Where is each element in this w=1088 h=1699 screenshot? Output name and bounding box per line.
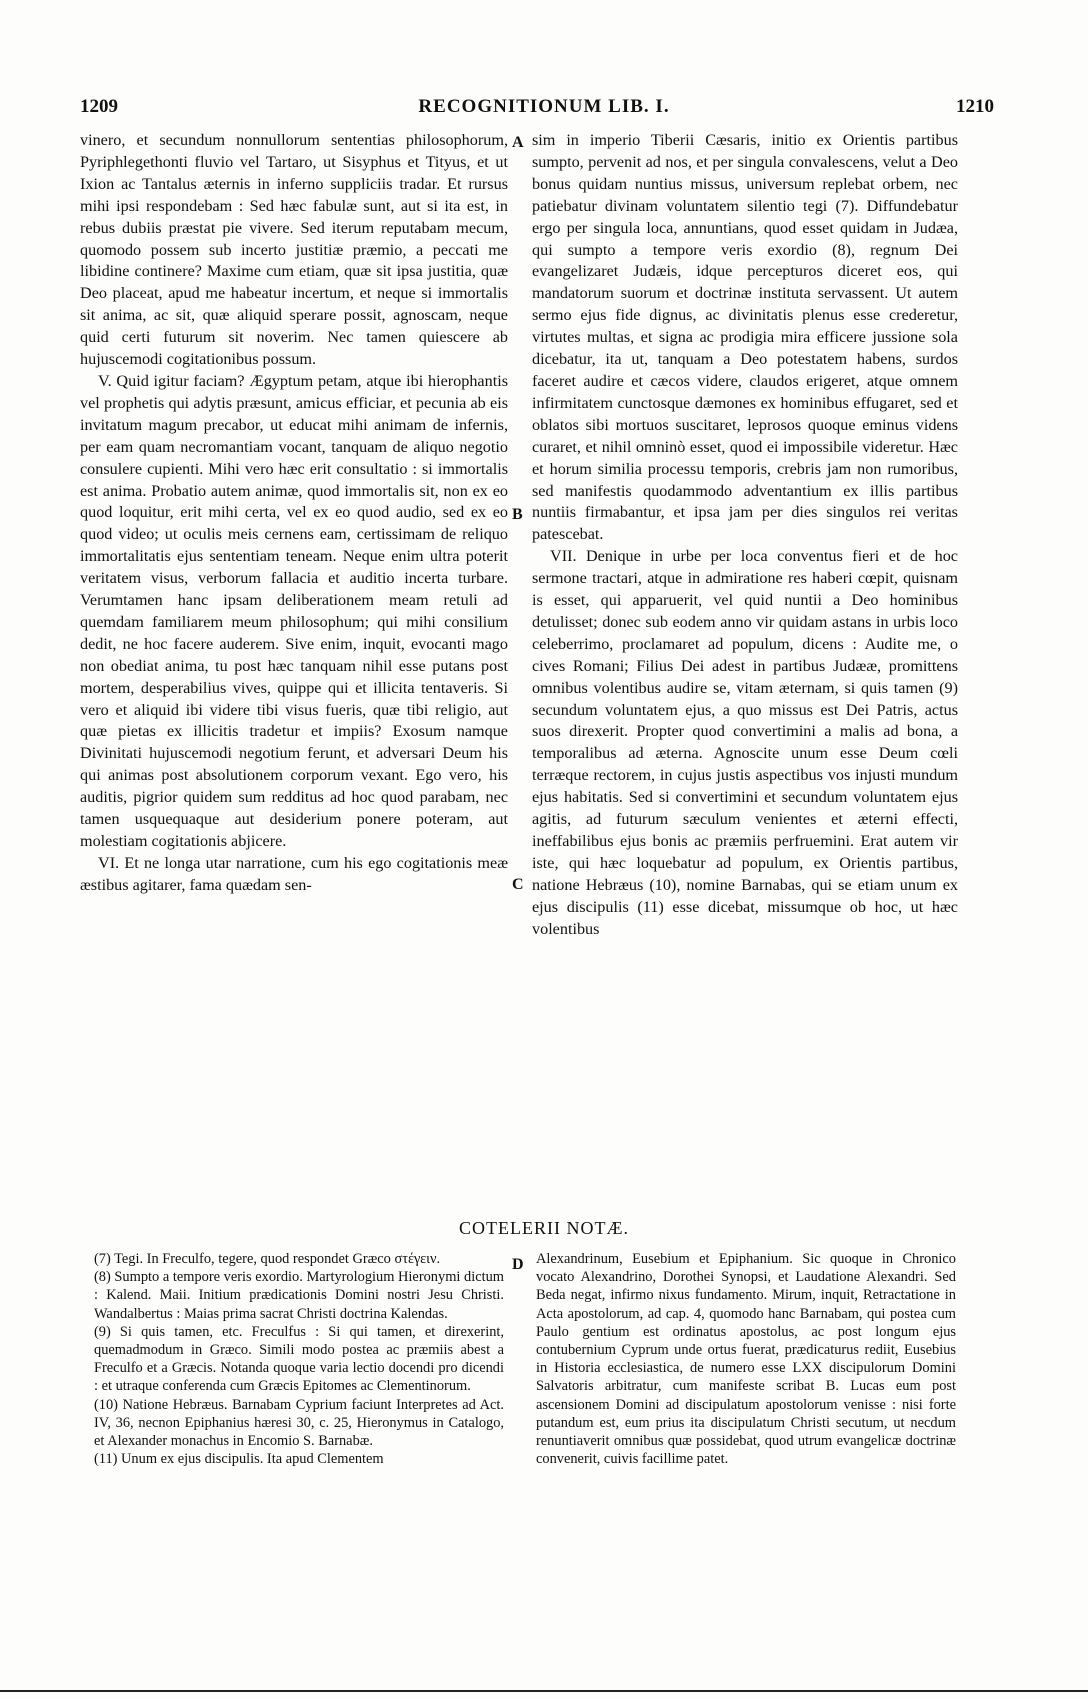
paragraph: V. Quid igitur faciam? Ægyptum petam, atque ibi hierophantis vel prophetis qui adytis præsunt, amicus efficiar, et pecunia ab eis invitatum magum precabor, ut educat mihi animam de infernis, per eam quam necromantiam vocant, tanquam de aliquo negotio consulere cupienti. Mihi vero hæc erit consultatio : si immortalis est anima. Probatio autem animæ, quod immortalis sit, non ex eo quod loquitur, erit mihi certa, vel ex eo quod audio, sed ex eo quod video; ut oculis meis cernens eam, certissimam de reliquo immortalitatis ejus sententiam teneam. Neque enim ultra poterit veritatem visus, verborum fallacia et auditio incerta turbare. Verumtamen hanc ipsam deliberationem meam retuli ad quemdam familiarem meum philosophum; qui mihi consilium dedit, ne hoc facere auderem. Sive enim, inquit, evocanti mago non obediat anima, tu post hæc tanquam nihil esse putans post mortem, desperabilius vives, quippe qui et illicita tentaveris. Si vero et aliquid ibi videre tibi visus fueris, quæ tibi religio, aut quæ pietas ex illicitis tradetur et impiis? Exosum namque Divinitati hujuscemodi negotium ferunt, et adversari Deum his qui animas post absolutionem corporum vexant. Ego vero, his auditis, pigrior quidem sum redditus ad hoc quod parabam, nec tamen usquequaque aut desiderium ponere poteram, aut molestiam cogitationis abjicere. [80, 371, 508, 850]
footnote: (8) Sumpto a tempore veris exordio. Martyrologium Hieronymi dictum : Kalend. Maii. Initium prædicationis Domini nostri Jesu Christi. Wandalbertus : Maias prima sacrat Christi doctrina Kalendas. [94, 1269, 504, 1322]
bottom-rule [0, 1690, 1088, 1692]
notes-right-column [536, 1250, 956, 1468]
paragraph: sim in imperio Tiberii Cæsaris, initio ex Orientis partibus sumpto, pervenit ad nos, et per singula convalescens, velut a Deo bonus quidam nuntius missus, universum replebat orbem, nec patiebatur divinam voluntatem silentio tegi (7). Diffundebatur ergo per singula loca, annuntians, quod esset quidam in Judæa, qui sumpto a tempore veris exordio (8), regnum Dei evangelizaret Judæis, idque percepturos diceret eos, qui mandatorum suorum et doctrinæ instituta servassent. Ut autem sermo ejus fide dignus, ac divinitatis plenus esse crederetur, virtutes multas, et signa ac prodigia mira efficere jussione sola dicebatur, ita ut, tanquam a Deo potestatem habens, surdos faceret audire et cæcos videre, claudos erigeret, atque omnem infirmitatem cunctosque dæmones ex hominibus effugaret, sed et oblatos sibi mortuos suscitaret, leprosos quoque eminus videns curaret, et nihil omninò esset, quod ei impossibile videretur. Hæc et horum similia processu temporis, crebris jam non rumoribus, sed manifestis quodammodo adventantium ex illis partibus nuntiis firmabantur, et ipsa jam per dies singulos rei veritas patescebat. [532, 131, 958, 544]
paragraph: VII. Denique in urbe per loca conventus fieri et de hoc sermone tractari, atque in admiratione res haberi cœpit, quisnam is esset, qui apparuerit, vel quid nuntii a Deo hominibus detulisset; donec sub eodem anno vir quidam astans in urbis loco celeberrimo, proclamaret ad populum, dicens : Audite me, o cives Romani; Filius Dei adest in partibus Judææ, promittens omnibus volentibus audire se, vitam æternam, si quis tamen (9) secundum voluntatem ejus, a quo missus est Dei Patris, actus suos direxerit. Propter quod convertimini a malis ad bona, a temporalibus ad æterna. Agnoscite unum esse Deum cœli terræque rectorem, in cujus justis aspectibus vos injusti mundum ejus habitatis. Sed si convertimini et secundum voluntatem ejus agitis, ad futurum sæculum venientes et æterni effecti, ineffabilibus ejus bonis ac præmiis perfruemini. Erat autem vir iste, qui hæc loquebatur ad populum, ex Orientis partibus, natione Hebræus (10), nomine Barnabas, qui se etiam unum ex ejus discipulis (11) esse dicebat, missumque ob hoc, ut hæc volentibus [532, 547, 958, 938]
notes-left-column [94, 1250, 504, 1468]
left-text-column [80, 130, 508, 897]
section-marker-c: C [512, 876, 524, 893]
notes-heading: COTELERII NOTÆ. [459, 1218, 629, 1238]
footnote: Alexandrinum, Eusebium et Epiphanium. Sic quoque in Chronico vocato Alexandrino, Dorothei Synopsi, et Laudatione Alexandri. Sed Beda negat, infirmo nixus fundamento. Mirum, inquit, Retractatione in Acta apostolorum, ad cap. 4, quomodo hanc Barnabam, qui postea cum Paulo gentium est ordinatus apostolus, ac post longum ejus contubernium Cyprum unde ortus fuerat, prædicaturus rediit, Eusebius in Historia ecclesiastica, de numero esse LXX discipulorum Domini Salvatoris arbitratur, cum manifeste scribat B. Lucas eum post ascensionem Domini ad discipulatum apostolorum venisse : nisi forte putandum est, eum prius ita discipulatum Christi secutum, ut necdum renuntiaverit omnibus quæ possidebat, quod utrum evangelicæ doctrinæ convenerit, cuivis facillime patet. [536, 1251, 956, 1468]
footnote: (7) Tegi. In Freculfo, tegere, quod respondet Græco στέγειν. [94, 1251, 441, 1267]
section-marker-b: B [512, 506, 523, 523]
paragraph: VI. Et ne longa utar narratione, cum his ego cogitationis meæ æstibus agitarer, fama quædam sen- [80, 853, 508, 894]
paragraph: vinero, et secundum nonnullorum sententias philosophorum, Pyriphlegethonti fluvio vel Tartaro, ut Sisyphus et Tityus, et ut Ixion ac Tantalus æternis in inferno suppliciis tradar. Et rursus mihi ipsi respondebam : Sed hæc fabulæ sunt, aut si ita est, in rebus dubiis præstat pie vivere. Sed iterum reputabam mecum, quomodo possem sub incerto justitiæ præmio, a peccati me libidine continere? Maxime cum etiam, quæ sit ipsa justitia, quæ Deo placeat, apud me habeatur incertum, et neque si immortalis sit anima, ac sit, quæ aliquid sperare possit, agnoscam, neque quid certi futurum sit noverim. Nec tamen quiescere ab hujuscemodi cogitationibus possum. [80, 131, 508, 369]
page-number-left: 1209 [80, 96, 118, 117]
footnote: (9) Si quis tamen, etc. Freculfus : Si qui tamen, et direxerint, quemadmodum in Græco. Simili modo postea ac præmiis abest a Freculfo et a Græcis. Notanda quoque varia lectio docendi pro dicendi : et utraque conferenda cum Græcis Epitomes ac Clementinorum. [94, 1323, 504, 1395]
footnote: (10) Natione Hebræus. Barnabam Cyprium faciunt Interpretes ad Act. IV, 36, necnon Epiphanius hæresi 30, c. 25, Hieronymus in Catalogo, et Alexander monachus in Encomio S. Barnabæ. [94, 1396, 504, 1450]
page-number-right: 1210 [956, 96, 994, 117]
footnote: (11) Unum ex ejus discipulis. Ita apud Clementem [94, 1451, 384, 1468]
right-text-column [532, 130, 958, 941]
section-marker-a: A [512, 134, 524, 151]
running-title: RECOGNITIONUM LIB. I. [418, 96, 670, 117]
section-marker-d: D [512, 1256, 524, 1273]
